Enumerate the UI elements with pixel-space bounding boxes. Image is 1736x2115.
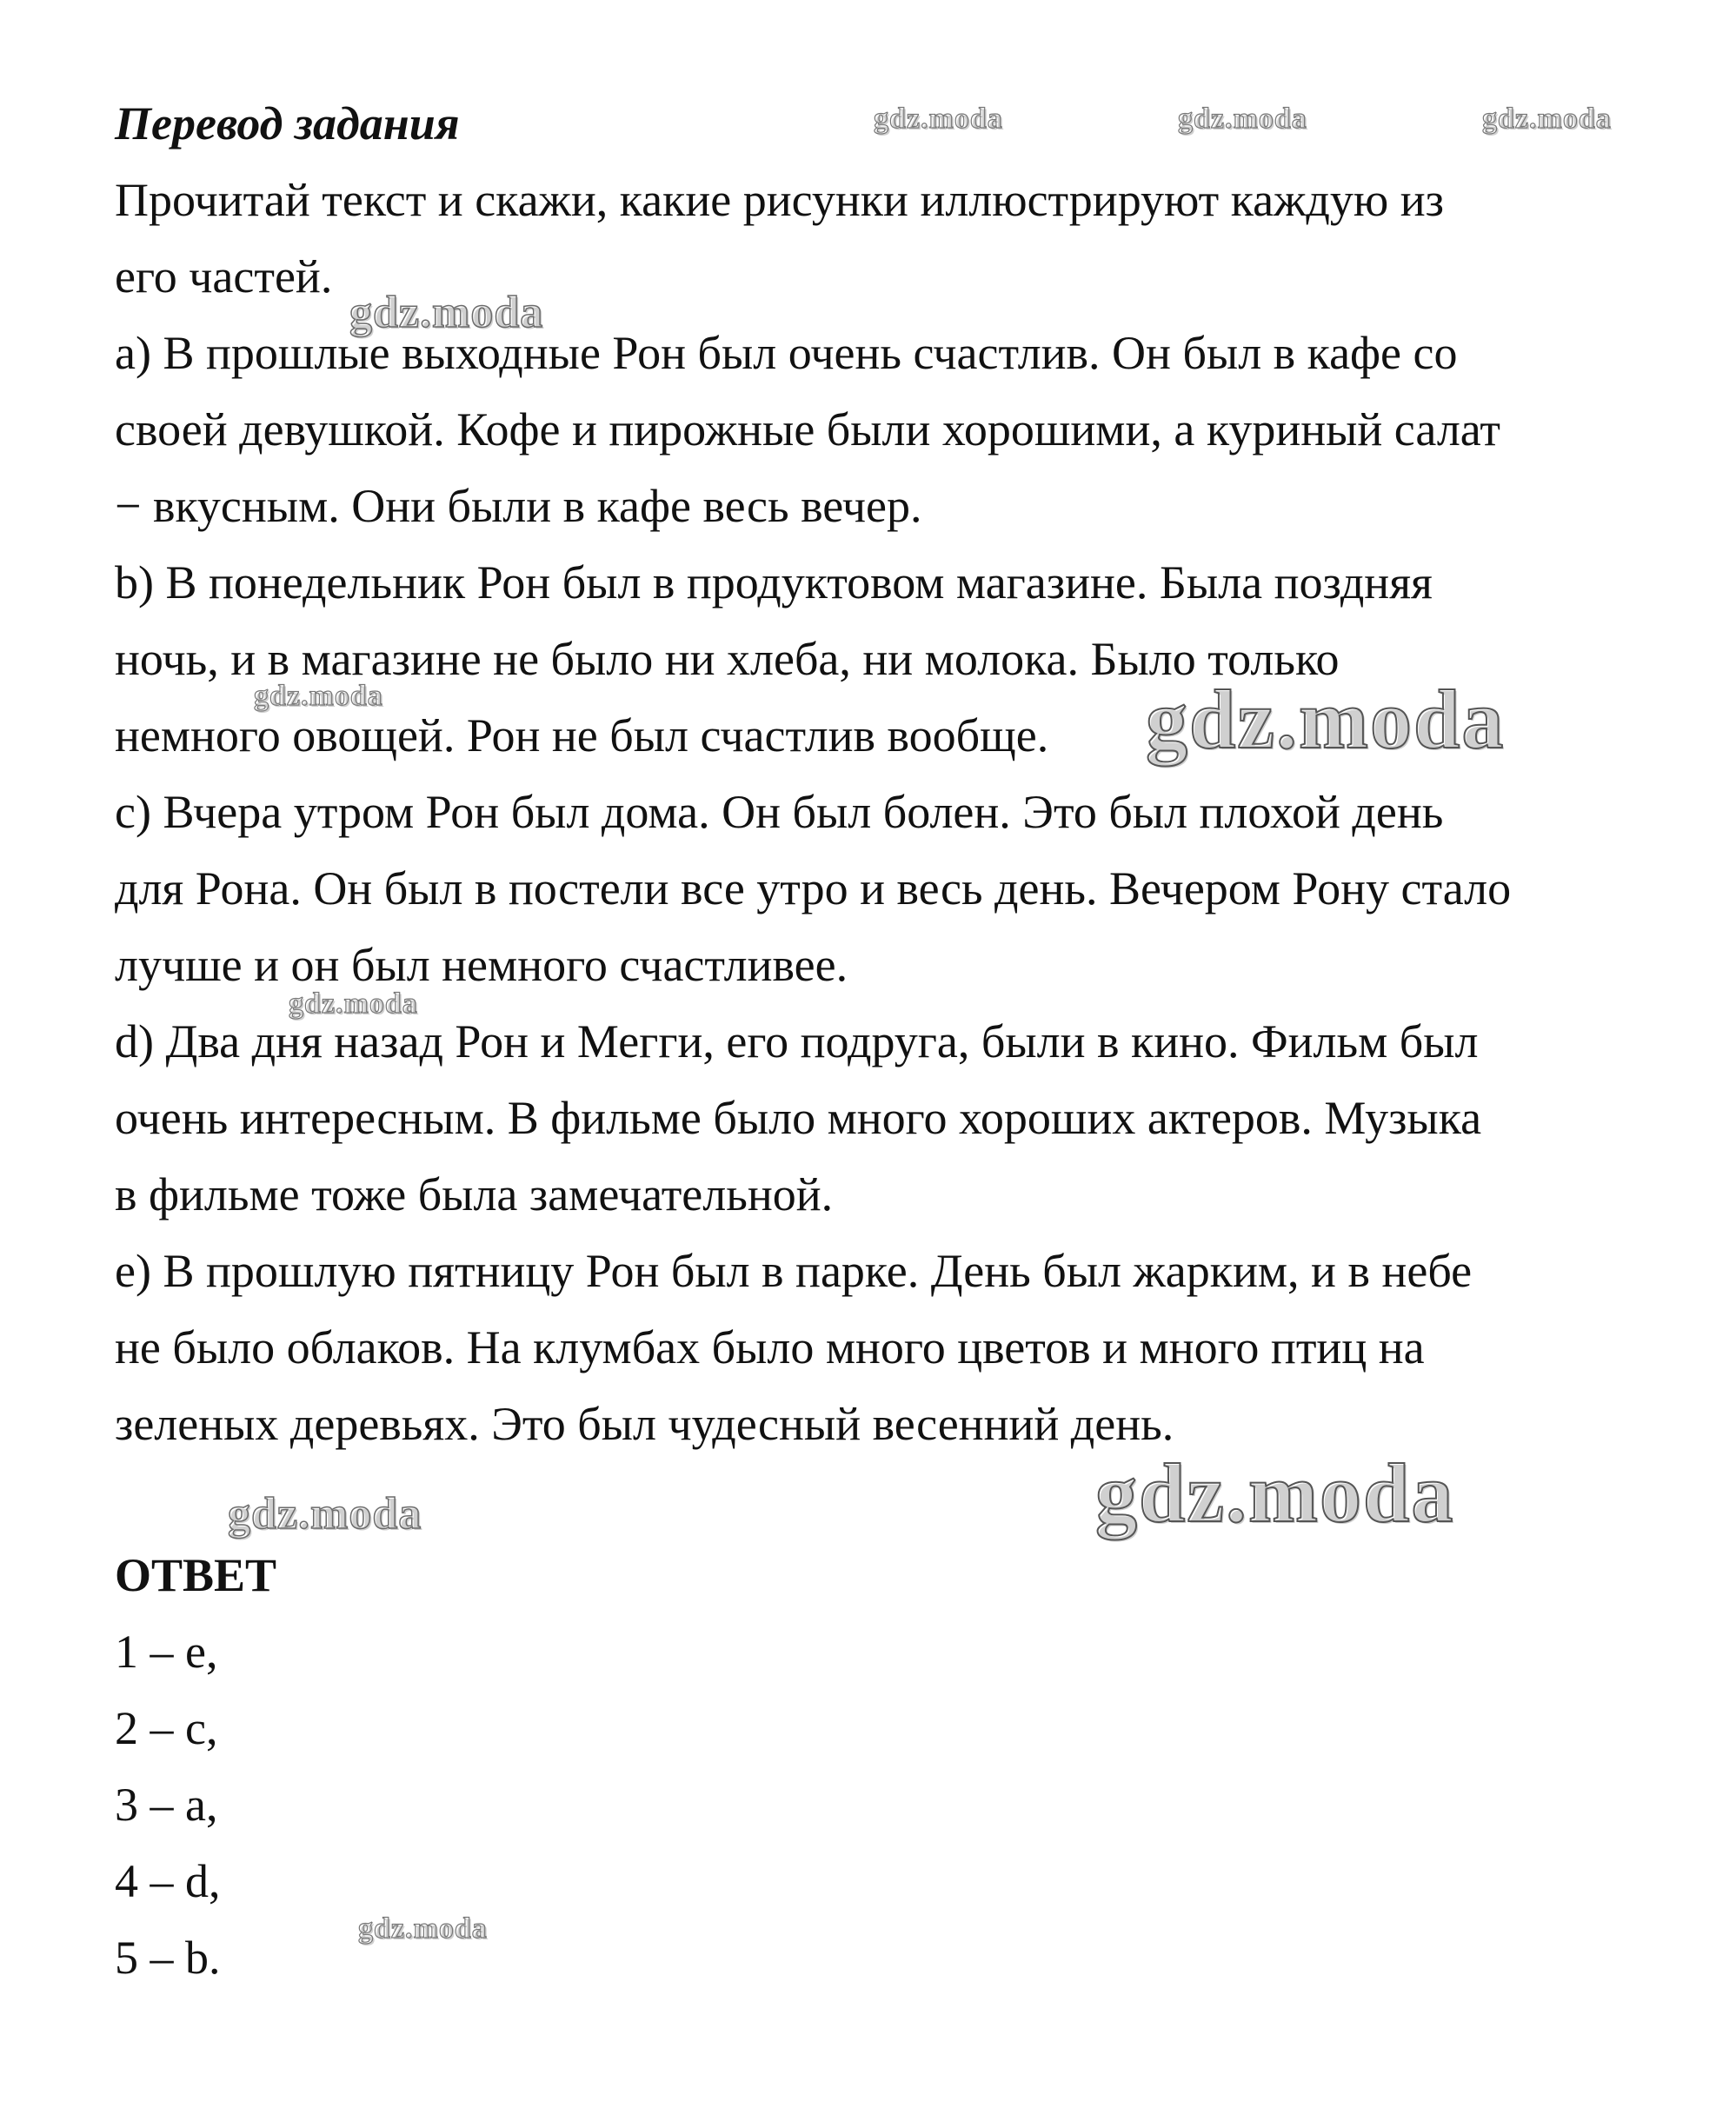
paragraph-c-line-2: для Рона. Он был в постели все утро и весь день. Вечером Рону стало xyxy=(115,862,1512,915)
instruction-line-1: Прочитай текст и скажи, какие рисунки иллюстрируют каждую из xyxy=(115,174,1444,226)
watermark: gdz.moda xyxy=(1095,1447,1455,1540)
paragraph-a-line-3: − вкусным. Они были в кафе весь вечер. xyxy=(115,480,922,532)
paragraph-b-line-2: ночь, и в магазине не было ни хлеба, ни молока. Было только xyxy=(115,633,1340,685)
instruction-line-2: его частей. xyxy=(115,250,333,303)
paragraph-b-line-1: b) В понедельник Рон был в продуктовом магазине. Была поздняя xyxy=(115,556,1433,609)
paragraph-d-line-3: в фильме тоже была замечательной. xyxy=(115,1168,834,1220)
watermark: gdz.moda xyxy=(874,103,1003,135)
watermark: gdz.moda xyxy=(289,988,418,1020)
paragraph-d-line-2: очень интересным. В фильме было много хороших актеров. Музыка xyxy=(115,1092,1482,1144)
watermark: gdz.moda xyxy=(254,680,383,712)
answer-item-5: 5 – b. xyxy=(115,1932,221,1984)
paragraph-c-line-1: c) Вчера утром Рон был дома. Он был болен. Это был плохой день xyxy=(115,786,1444,838)
watermark: gdz.moda xyxy=(1178,103,1307,135)
watermark: gdz.moda xyxy=(358,1912,488,1945)
paragraph-a-line-1: a) В прошлые выходные Рон был очень счастлив. Он был в кафе со xyxy=(115,327,1458,379)
paragraph-a-line-2: своей девушкой. Кофе и пирожные были хорошими, а куриный салат xyxy=(115,403,1500,456)
answer-item-3: 3 – a, xyxy=(115,1779,218,1831)
paragraph-d-line-1: d) Два дня назад Рон и Мегги, его подруга, были в кино. Фильм был xyxy=(115,1015,1479,1067)
paragraph-c-line-3: лучше и он был немного счастливее. xyxy=(115,939,848,991)
watermark: gdz.moda xyxy=(1482,103,1612,135)
answer-item-1: 1 – e, xyxy=(115,1626,218,1678)
answer-heading: ОТВЕТ xyxy=(115,1549,277,1601)
paragraph-e-line-1: e) В прошлую пятницу Рон был в парке. День был жарким, и в небе xyxy=(115,1245,1473,1297)
page-title: Перевод задания xyxy=(115,97,460,150)
answer-item-2: 2 – c, xyxy=(115,1702,218,1754)
watermark: gdz.moda xyxy=(349,288,544,337)
paragraph-b-line-3: немного овощей. Рон не был счастлив вообще. xyxy=(115,709,1049,762)
answer-item-4: 4 – d, xyxy=(115,1855,221,1907)
watermark: gdz.moda xyxy=(228,1489,422,1539)
paragraph-e-line-3: зеленых деревьях. Это был чудесный весенний день. xyxy=(115,1398,1174,1450)
paragraph-e-line-2: не было облаков. На клумбах было много цветов и много птиц на xyxy=(115,1321,1425,1373)
watermark: gdz.moda xyxy=(1146,673,1506,766)
